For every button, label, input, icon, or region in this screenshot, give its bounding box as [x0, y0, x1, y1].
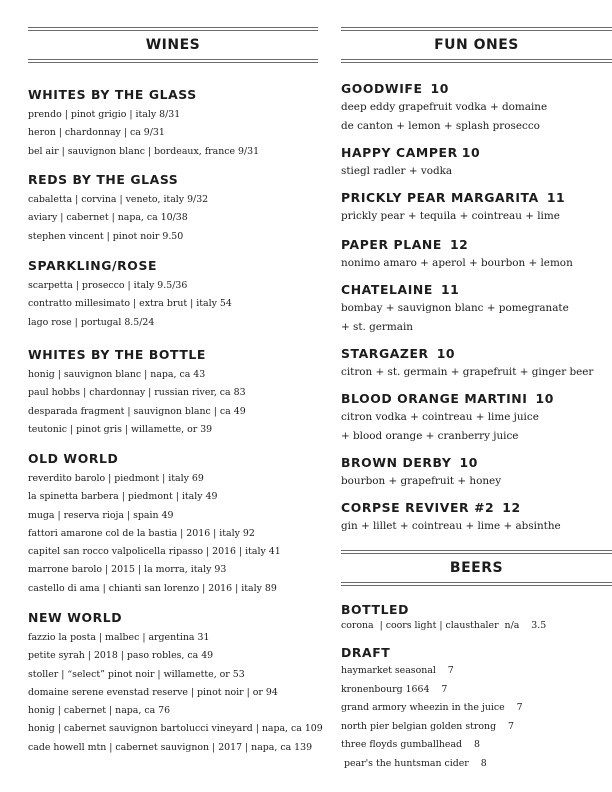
- wine-item: prendo | pinot grigio | italy 8/31: [28, 109, 181, 120]
- cocktail-name: PRICKLY PEAR MARGARITA: [341, 190, 539, 205]
- cocktail-description: deep eddy grapefruit vodka + domaine: [341, 101, 548, 113]
- section-old-world: [28, 451, 298, 598]
- header-rule: [341, 582, 612, 583]
- cocktail-price: 12: [502, 500, 521, 515]
- cocktail-price: 12: [449, 237, 469, 252]
- wine-item: contratto millesimato | extra brut | italy 54: [28, 298, 232, 310]
- section-whites-by-the-glass: [28, 87, 298, 161]
- wines-title: WINES: [145, 37, 201, 53]
- beer-item: haymarket seasonal 7: [341, 665, 454, 676]
- cocktail-name: GOODWIFE: [341, 81, 423, 96]
- cocktail-name: PAPER PLANE: [341, 237, 442, 252]
- header-rule: [28, 30, 318, 31]
- header-rule: [28, 62, 318, 63]
- section-reds-by-the-glass: [28, 172, 298, 246]
- cocktail-blood-orange-martini: [341, 391, 612, 445]
- section-title: OLD WORLD: [28, 451, 119, 466]
- section-title: WHITES BY THE BOTTLE: [28, 347, 206, 362]
- section-title: SPARKLING/ROSE: [28, 258, 158, 273]
- wine-item: muga | reserva rioja | spain 49: [28, 509, 174, 521]
- cocktail-description: prickly pear + tequila + cointreau + lime: [341, 210, 560, 222]
- cocktail-goodwife: [341, 81, 612, 135]
- cocktail-description: bombay + sauvignon blanc + pomegranate: [341, 302, 569, 314]
- wine-item: scarpetta | prosecco | italy 9.5/36: [28, 280, 188, 291]
- cocktail-price: 10: [436, 346, 456, 361]
- section-bottled: [341, 602, 606, 636]
- cocktail-description: nonimo amaro + aperol + bourbon + lemon: [341, 257, 573, 269]
- cocktail-prickly-pear-margarita: [341, 190, 612, 226]
- wine-item: teutonic | pinot gris | willamette, or 39: [28, 423, 213, 435]
- cocktail-name: CORPSE REVIVER #2: [341, 500, 495, 515]
- cocktail-corpse-reviver: [341, 500, 612, 536]
- cocktail-name: BROWN DERBY: [341, 455, 452, 470]
- wine-item: domaine serene evenstad reserve | pinot noir | or 94: [28, 686, 278, 698]
- header-rule: [341, 553, 612, 554]
- beers-header: [341, 550, 612, 586]
- fun-ones-title: FUN ONES: [434, 37, 519, 53]
- wine-item: paul hobbs | chardonnay | russian river, ca 83: [28, 387, 246, 399]
- section-title: BOTTLED: [341, 602, 410, 617]
- wine-item: honig | cabernet | napa, ca 76: [28, 705, 171, 717]
- cocktail-chatelaine: [341, 282, 612, 336]
- cocktail-description: citron vodka + cointreau + lime juice: [341, 411, 539, 423]
- cocktail-description: bourbon + grapefruit + honey: [341, 475, 502, 487]
- cocktail-name: CHATELAINE: [341, 282, 433, 297]
- header-rule: [341, 550, 612, 551]
- header-rule: [28, 59, 318, 60]
- beer-item: grand armory wheezin in the juice 7: [341, 702, 523, 713]
- wine-item: stoller | “select” pinot noir | willamette, or 53: [28, 668, 245, 680]
- header-rule: [341, 585, 612, 586]
- section-title: NEW WORLD: [28, 610, 123, 625]
- wine-item: petite syrah | 2018 | paso robles, ca 49: [28, 650, 214, 662]
- section-title: WHITES BY THE GLASS: [28, 87, 197, 102]
- cocktail-description: + blood orange + cranberry juice: [341, 429, 519, 442]
- cocktail-name: HAPPY CAMPER: [341, 145, 458, 160]
- wines-header: [28, 27, 318, 63]
- header-rule: [28, 27, 318, 28]
- wine-item: lago rose | portugal 8.5/24: [28, 316, 155, 328]
- cocktail-price: 10: [459, 455, 478, 470]
- wine-item: marrone barolo | 2015 | la morra, italy 93: [28, 564, 227, 576]
- cocktail-happy-camper: [341, 145, 612, 181]
- header-rule: [341, 62, 612, 63]
- beer-item: three floyds gumballhead 8: [341, 739, 480, 750]
- cocktail-stargazer: [341, 346, 612, 382]
- beer-item: north pier belgian golden strong 7: [341, 720, 514, 732]
- wine-item: honig | sauvignon blanc | napa, ca 43: [28, 369, 206, 380]
- wine-item: cade howell mtn | cabernet sauvignon | 2017 | napa, ca 139: [28, 741, 313, 753]
- cocktail-description: stiegl radler + vodka: [341, 165, 453, 177]
- fun-ones-header: [341, 27, 612, 63]
- beer-item: pear's the huntsman cider 8: [341, 757, 487, 769]
- wine-item: la spinetta barbera | piedmont | italy 49: [28, 491, 218, 503]
- cocktail-brown-derby: [341, 455, 612, 491]
- section-title: DRAFT: [341, 645, 391, 660]
- cocktail-description: gin + lillet + cointreau + lime + absinthe: [341, 520, 561, 532]
- header-rule: [341, 30, 612, 31]
- section-new-world: [28, 610, 323, 757]
- cocktail-price: 10: [535, 391, 554, 406]
- section-whites-by-the-bottle: [28, 347, 298, 439]
- header-rule: [341, 59, 612, 60]
- wine-item: aviary | cabernet | napa, ca 10/38: [28, 212, 188, 224]
- wine-item: fattori amarone col de la bastia | 2016 | italy 92: [28, 527, 255, 539]
- cocktail-description: citron + st. germain + grapefruit + ginger beer: [341, 366, 594, 378]
- wine-item: fazzio la posta | malbec | argentina 31: [28, 632, 210, 643]
- wine-item: stephen vincent | pinot noir 9.50: [28, 230, 184, 242]
- wine-item: castello di ama | chianti san lorenzo | 2016 | italy 89: [28, 582, 277, 594]
- section-title: REDS BY THE GLASS: [28, 172, 179, 187]
- cocktail-name: STARGAZER: [341, 346, 429, 361]
- cocktail-price: 10: [461, 145, 481, 160]
- header-rule: [341, 27, 612, 28]
- cocktail-name: BLOOD ORANGE MARTINI: [341, 391, 528, 406]
- beer-item: corona | coors light | clausthaler n/a 3.5: [341, 620, 547, 631]
- cocktail-price: 10: [430, 81, 449, 96]
- wine-item: desparada fragment | sauvignon blanc | ca 49: [28, 405, 246, 417]
- cocktail-price: 11: [440, 282, 460, 297]
- wine-item: bel air | sauvignon blanc | bordeaux, france 9/31: [28, 145, 260, 157]
- cocktail-description: de canton + lemon + splash prosecco: [341, 119, 540, 132]
- beer-item: kronenbourg 1664 7: [341, 683, 448, 695]
- cocktail-price: 11: [546, 190, 566, 205]
- wine-item: cabaletta | corvina | veneto, italy 9/32: [28, 194, 209, 205]
- wine-item: reverdito barolo | piedmont | italy 69: [28, 473, 204, 484]
- wine-item: capitel san rocco valpolicella ripasso | 2016 | italy 41: [28, 546, 281, 558]
- section-sparkling-rose: [28, 258, 298, 332]
- cocktail-description: + st. germain: [341, 320, 413, 333]
- cocktail-paper-plane: [341, 237, 612, 273]
- wine-item: heron | chardonnay | ca 9/31: [28, 127, 165, 139]
- wine-item: honig | cabernet sauvignon bartolucci vineyard | napa, ca 109: [28, 723, 323, 735]
- section-draft: [341, 645, 606, 773]
- beers-title: BEERS: [449, 560, 504, 576]
